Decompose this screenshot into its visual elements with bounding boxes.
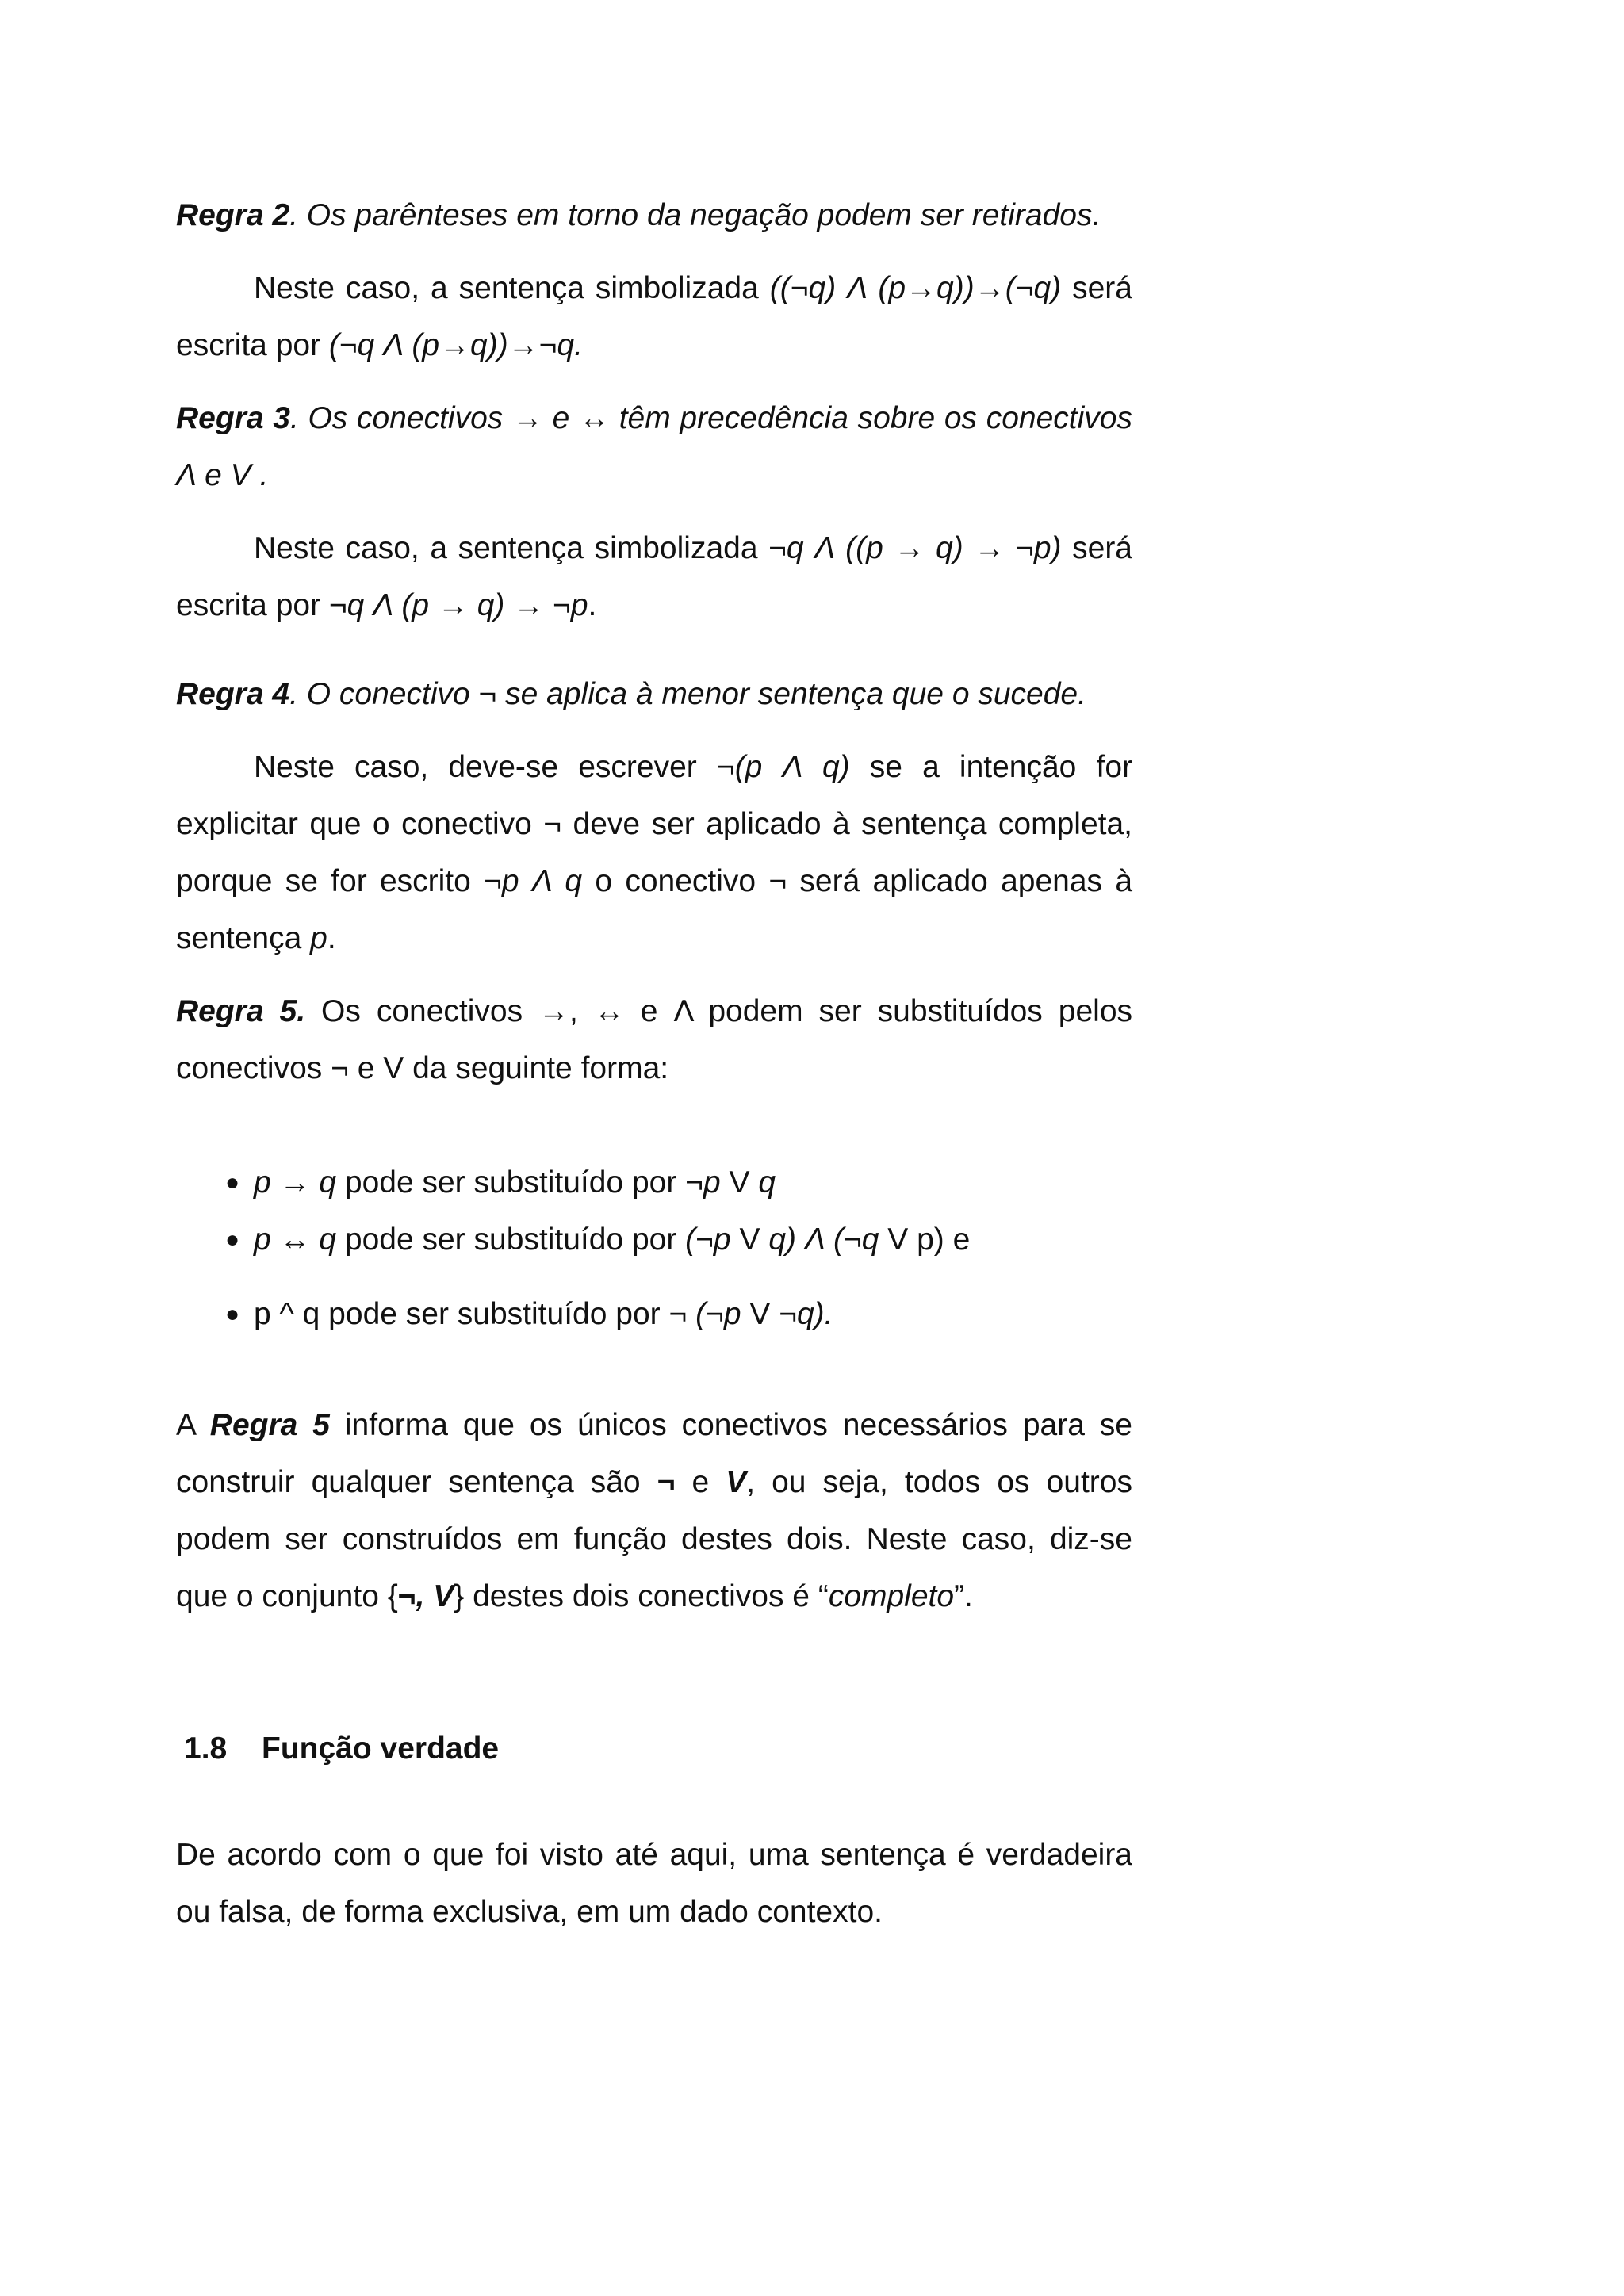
bullet-1-text: pode ser substituído por	[336, 1165, 686, 1200]
conclusao-or-symbol: V	[726, 1465, 747, 1499]
conclusao-completo: completo	[828, 1579, 955, 1613]
conclusao-t6: ”.	[954, 1579, 973, 1613]
bullet-icon: ●	[225, 1226, 240, 1253]
bullet-1-part-e: q	[758, 1165, 776, 1200]
bullet-2-formula: p ↔ q	[254, 1223, 337, 1257]
regra-4-label: Regra 4	[176, 677, 290, 711]
regra-4-text: . O conectivo ¬ se aplica à menor sentença que o sucede.	[289, 677, 1086, 711]
bullet-3-text: p ^ q pode ser substituído por ¬	[254, 1297, 696, 1331]
final-paragraph: De acordo com o que foi visto até aqui, uma sentença é verdadeira ou falsa, de forma exclusiva, em um dado contexto.	[176, 1838, 1132, 1929]
conclusao-regra-5	[176, 1397, 1132, 1625]
list-item	[176, 1211, 1132, 1269]
conclusao-t2: informa que os únicos conectivos necessários para se construir qualquer sentença são	[176, 1408, 1132, 1499]
caso-regra-2	[176, 260, 1132, 374]
bullet-icon: ●	[225, 1301, 240, 1327]
bullet-1-formula: p → q	[254, 1165, 337, 1200]
caso-4-text-2: se a intenção for explicitar que o conectivo ¬ deve ser aplicado à sentença completa, porque se for escrito	[176, 750, 1132, 898]
caso-4-formula-1: ¬(p Λ q)	[716, 750, 850, 784]
bullet-3-part-d: V	[741, 1297, 779, 1331]
caso-3-end: .	[588, 588, 597, 622]
section-title: Função verdade	[262, 1732, 500, 1766]
caso-4-text-3: o conectivo ¬ será aplicado apenas à sentença	[176, 864, 1133, 955]
caso-regra-4	[176, 739, 1132, 967]
list-item	[176, 1286, 1132, 1343]
caso-2-lead: Neste caso, a sentença simbolizada	[254, 271, 770, 305]
regra-5-text: Os conectivos →, ↔ e Λ podem ser substituídos pelos conectivos ¬ e V da seguinte forma:	[176, 994, 1133, 1085]
substitution-list	[176, 1154, 1132, 1343]
regra-3-text: . Os conectivos → e ↔ têm precedência sobre os conectivos Λ e V .	[176, 401, 1132, 492]
regra-3	[176, 390, 1132, 504]
bullet-2-text: pode ser substituído por	[336, 1223, 686, 1257]
conclusao-t1: A	[176, 1408, 210, 1442]
bullet-1-part-c: ¬p	[685, 1165, 721, 1200]
conclusao-regra-ref: Regra 5	[209, 1408, 330, 1442]
conclusao-set: ¬, V	[397, 1579, 454, 1613]
conclusao-t3: e	[675, 1465, 726, 1499]
bullet-2-part-d: V	[730, 1223, 769, 1257]
regra-4	[176, 666, 1132, 723]
conclusao-neg-symbol: ¬	[657, 1465, 676, 1499]
caso-4-text-4: .	[327, 921, 336, 955]
regra-3-label: Regra 3	[176, 401, 290, 435]
regra-5	[176, 983, 1132, 1097]
caso-4-formula-2: ¬p Λ q	[484, 864, 583, 898]
regra-2	[176, 187, 1132, 244]
bullet-1-part-d: V	[720, 1165, 759, 1200]
conclusao-t5: } destes dois conectivos é “	[454, 1579, 829, 1613]
bullet-2-part-f: V p) e	[879, 1223, 971, 1257]
caso-3-mid: será escrita por	[176, 531, 1132, 622]
caso-3-formula-simplified: ¬q Λ (p → q) → ¬p	[328, 588, 588, 622]
caso-2-formula-simplified: (¬q Λ (p→q))→¬q.	[328, 328, 583, 362]
regra-2-text: . Os parênteses em torno da negação podem ser retirados.	[289, 198, 1101, 232]
bullet-3-part-e: ¬q).	[779, 1297, 833, 1331]
document-page	[176, 187, 1132, 1941]
bullet-icon: ●	[225, 1169, 240, 1196]
caso-3-lead: Neste caso, a sentença simbolizada	[254, 531, 769, 565]
caso-regra-3	[176, 520, 1132, 634]
bullet-2-part-e: q) Λ (¬q	[768, 1223, 879, 1257]
section-heading	[176, 1720, 1132, 1777]
regra-5-label: Regra 5.	[176, 994, 306, 1028]
caso-4-formula-3: p	[310, 921, 327, 955]
caso-4-text-1: Neste caso, deve-se escrever	[254, 750, 717, 784]
regra-2-label: Regra 2	[176, 198, 290, 232]
caso-2-mid: será escrita por	[176, 271, 1132, 362]
conclusao-t4: , ou seja, todos os outros podem ser construídos em função destes dois. Neste caso, diz-se que o conjunto {	[176, 1465, 1132, 1613]
bullet-3-part-c: (¬p	[695, 1297, 741, 1331]
bullet-2-part-c: (¬p	[685, 1223, 731, 1257]
list-item	[176, 1154, 1132, 1211]
section-number: 1.8	[184, 1732, 228, 1766]
caso-3-formula-original: ¬q Λ ((p → q) → ¬p)	[768, 531, 1062, 565]
caso-2-formula-original: ((¬q) Λ (p→q))→(¬q)	[769, 271, 1062, 305]
